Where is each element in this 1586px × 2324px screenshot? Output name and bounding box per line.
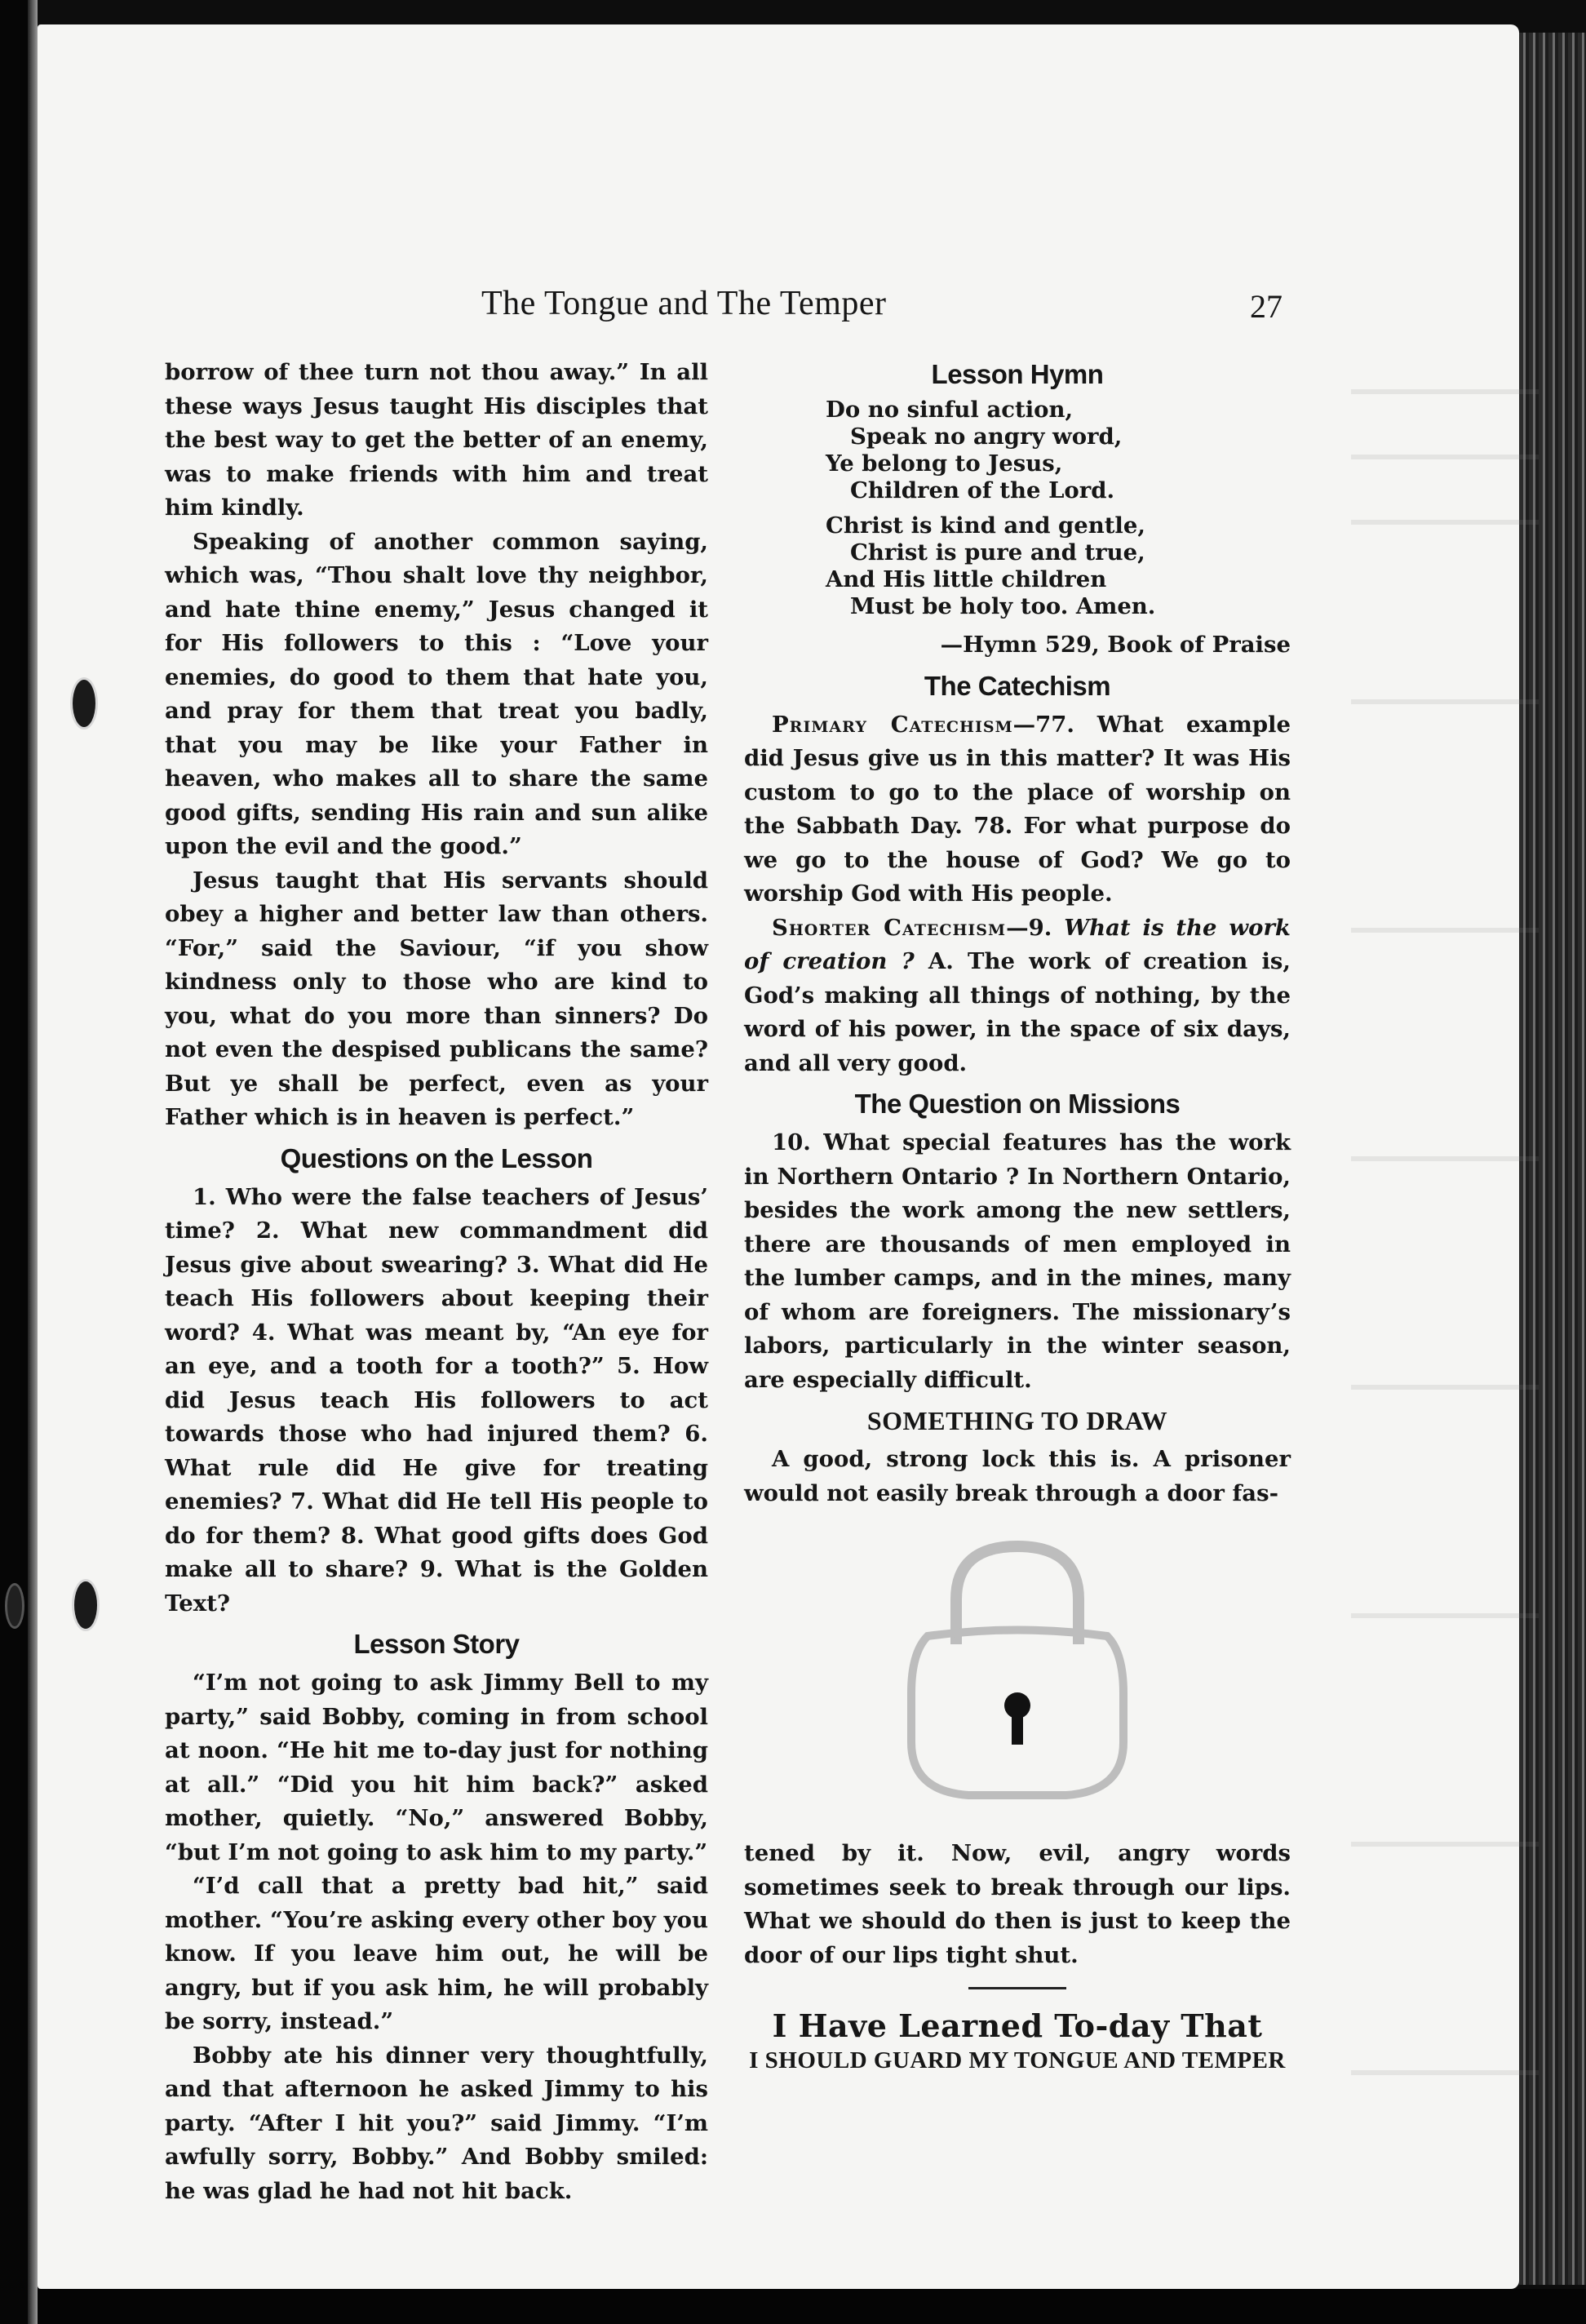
hymn-line: Christ is kind and gentle, [826,512,1145,539]
draw-text: A good, strong lock this is. A prisoner would not easily break through a door fas- [744,1446,1291,1506]
shorter-catechism-label: Shorter Catechism [772,914,1007,941]
hymn-line: Do no sinful action, [826,397,1074,423]
divider-rule [968,1987,1066,1989]
draw-text: tened by it. Now, evil, angry words sometimes seek to break through our lips. What we should do then is just to keep the door of our lips tight shut. [744,1840,1291,1968]
story-paragraph: Bobby ate his dinner very thoughtfully, and that afternoon he asked Jimmy to his party. “After I hit you?” said Jimmy. “I’m awfully sorry, Bobby.” And Bobby smiled: he was glad he had not hit back. [165,2042,708,2204]
paragraph: Jesus taught that His servants should obey a higher and better law than others. “For,” said the Saviour, “if you show kindness only to those who are kind to you, what do you more than sinners? Do not even the despised publicans the same? But ye shall be perfect, even as your Father which is in heaven is perfect.” [165,867,708,1130]
shorter-catechism-answer: A. The work of creation is, God’s making all things of nothing, by the word of his power, in the space of six days, and all very good. [744,948,1291,1076]
left-column [165,356,708,2208]
catechism-question: 78. For what purpose do we go to the house of God? [744,813,1291,873]
lock-drawing [744,1522,1291,1807]
hymn-text [744,397,1291,663]
hymn-line: Ye belong to Jesus, [826,450,1063,477]
learned-heading: I Have Learned To-day That [772,2007,1263,2044]
running-title: The Tongue and The Temper [481,285,887,322]
story-paragraph: “I’m not going to ask Jimmy Bell to my party,” said Bobby, coming in from school at noon. “He hit me to-day just for nothing at all.” “Did you hit him back?” asked mother, quietly. “No,” answered Bobby, “but I’m not going to ask him to my party.” [165,1670,708,1865]
hymn-stanza [744,397,1291,504]
missions-text: 10. What special features has the work in Northern Ontario ? In Northern Ontario, besides the work among the new settlers, there are thousands of men employed in the lumber camps, and in the mines, many of whom are foreigners. The missionary’s labors, particularly in the winter season, are especially difficult. [744,1129,1291,1393]
catechism-question: —77. What example did Jesus give us in this matter? [744,711,1291,771]
questions-text: 1. Who were the false teachers of Jesus’ time? 2. What new commandment did Jesus give about swearing? 3. What did He teach His followers about keeping their word? 4. What was meant by, “An eye for an eye, and a tooth for a tooth?” 5. How did Jesus teach His followers to act towards those who had injured them? 6. What rule did He give for treating enemies? 7. What did He tell His people to do for them? 8. What good gifts does God make all to share? 9. What is the Golden Text? [165,1183,708,1617]
binding-hole [72,1579,100,1631]
hymn-line: Christ is pure and true, [850,539,1145,565]
primary-catechism-label: Primary Catechism [772,711,1013,738]
bleed-through-texture [1343,359,1547,2236]
binding-shadow [0,0,28,2324]
story-paragraph: “I’d call that a pretty bad hit,” said mother. “You’re asking every other boy you know. If you leave him out, he will be angry, but if you ask him, he will probably be sorry, instead.” [165,1873,708,2034]
hymn-heading: Lesson Hymn [931,359,1104,389]
page-number: 27 [1250,288,1283,325]
padlock-drawing-icon [879,1522,1156,1807]
resolution-text: I SHOULD GUARD MY TONGUE AND TEMPER [749,2047,1286,2073]
draw-heading: SOMETHING TO DRAW [866,1406,1168,1435]
hymn-line: Children of the Lord. [850,477,1115,503]
shorter-catechism-question: What is the work of creation ? [744,914,1291,974]
primary-catechism [744,708,1291,911]
paragraph: Speaking of another common saying, which was, “Thou shalt love thy neighbor, and hate thine enemy,” Jesus changed it for His followers to this : “Love your enemies, do good to them that hate you, and pray for them that treat you badly, that you may be like your Father in heaven, who makes all to share the same good gifts, sending His rain and sun alike upon the evil and the good.” [165,528,708,859]
hymn-line: Speak no angry word, [850,424,1123,450]
catechism-answer: We go to worship God with His people. [744,846,1291,907]
hymn-line: And His little children [826,566,1107,592]
paragraph: borrow of thee turn not thou away.” In all these ways Jesus taught His disciples that the best way to get the better of an enemy, was to make friends with him and treat him kindly. [165,359,708,521]
binding-hole [5,1583,24,1629]
story-heading: Lesson Story [353,1629,520,1659]
page-edge-left [28,0,38,2324]
missions-heading: The Question on Missions [854,1089,1181,1119]
right-column [744,356,1291,2076]
catechism-heading: The Catechism [924,670,1111,701]
hymn-line: Must be holy too. Amen. [850,593,1156,619]
questions-heading: Questions on the Lesson [280,1142,593,1173]
scan-bottom-shadow [38,2289,1586,2324]
shorter-catechism-number: —9. [1006,914,1052,941]
hymn-stanza [744,512,1291,620]
catechism-answer: It was His custom to go to the place of worship on the Sabbath Day. [744,745,1291,839]
binding-hole [70,677,98,730]
shorter-catechism [744,911,1291,1081]
hymn-source: —Hymn 529, Book of Praise [940,632,1291,658]
